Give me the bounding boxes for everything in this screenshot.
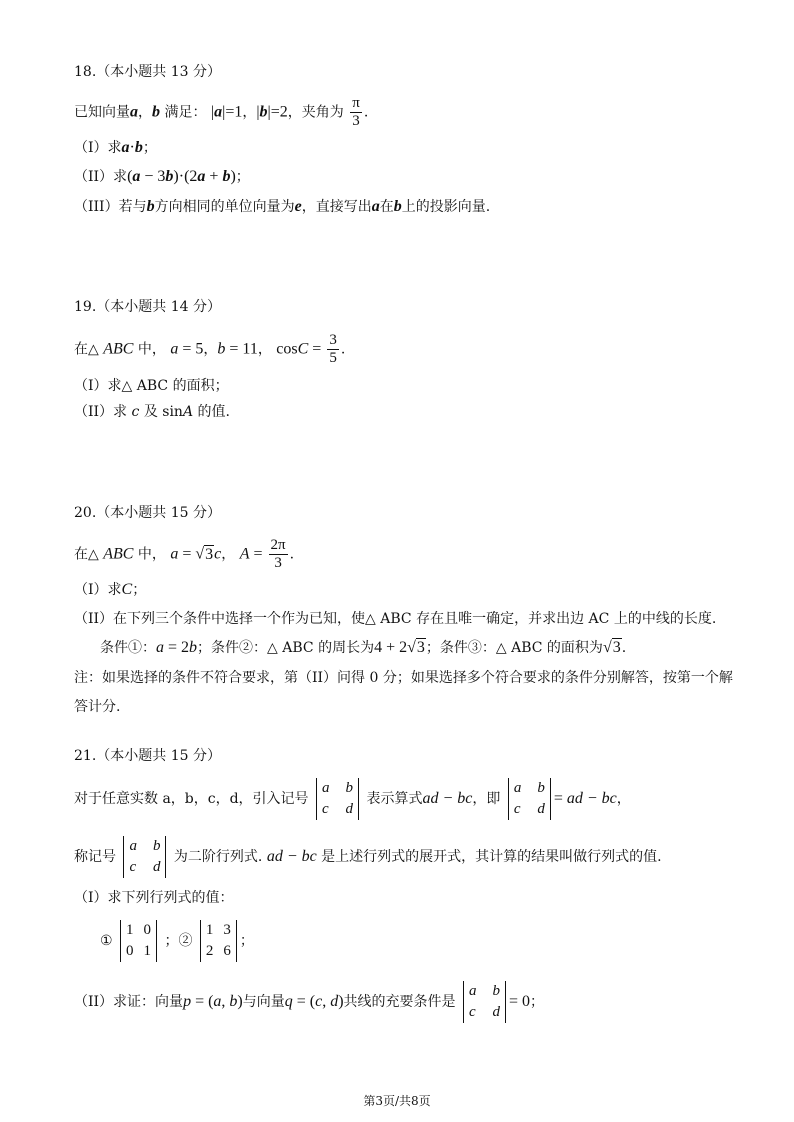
q20-conditions: 条件①：a = 2b；条件②：△ ABC 的周长为4 + 2√3；条件③：△ ABC 的面积为√3. <box>100 639 627 656</box>
q21-header: 21.（本小题共 15 分） <box>74 748 221 764</box>
q20-header: 20.（本小题共 15 分） <box>74 505 221 521</box>
q20-part2: （II）在下列三个条件中选择一个作为已知，使△ ABC 存在且唯一确定，并求出边 AC 上的中线的长度. <box>74 611 717 627</box>
q21-line1: 对于任意实数 a，b，c，d，引入记号 a b c d 表示算式ad − bc，即 a b c d = ad − bc， <box>74 778 631 820</box>
determinant-abcd: a b c d <box>316 778 359 820</box>
q21-part1-items: ① 1 0 0 1 ；② 1 3 2 6 ； <box>100 920 254 962</box>
page-footer: 第3页/共8页 <box>363 1094 431 1108</box>
determinant-abcd: a b c d <box>463 981 506 1023</box>
q21-part2: （II）求证：向量p = (a, b)与向量q = (c, d)共线的充要条件是 a b c d = 0； <box>74 981 544 1023</box>
determinant-abcd: a b c d <box>508 778 551 820</box>
q20-part1: （I）求C； <box>74 581 147 598</box>
q20-note-line1: 注：如果选择的条件不符合要求，第（II）问得 0 分；如果选择多个符合要求的条件分别解答，按第一个解 <box>74 670 733 686</box>
q18-part1: （I）求a·b； <box>74 139 157 156</box>
q18-part3: （III）若与b方向相同的单位向量为e，直接写出a在b上的投影向量. <box>74 198 491 215</box>
determinant-1: 1 0 0 1 <box>120 920 157 962</box>
q21-part1: （I）求下列行列式的值： <box>74 890 234 906</box>
determinant-2: 1 3 2 6 <box>200 920 237 962</box>
q20-note-line2: 答计分. <box>74 699 121 715</box>
q19-cos-fraction: $\frac{3}{5}$ <box>329 332 337 366</box>
q19-header: 19.（本小题共 14 分） <box>74 299 221 315</box>
q20-intro: 在△ ABC 中， a = √3c， A = $\frac{2\pi}{3}$ . <box>74 537 295 571</box>
q19-part1: （I）求△ ABC 的面积； <box>74 378 229 394</box>
q20-angle-fraction: $\frac{2\pi}{3}$ <box>270 537 286 571</box>
q19-intro: 在△ ABC 中， a = 5，b = 11， cosC = $\frac{3}{5}$ . <box>74 332 346 366</box>
determinant-abcd: a b c d <box>123 836 166 878</box>
q19-part2: （II）求 c 及 sinA 的值. <box>74 404 230 420</box>
q21-line2: 称记号 a b c d 为二阶行列式. ad − bc 是上述行列式的展开式，其计算的结果叫做行列式的值. <box>74 836 662 878</box>
q18-intro: 已知向量a，b 满足： |a|=1，|b|=2，夹角为 $\frac{\pi}{3}$ . <box>74 95 369 129</box>
q18-part2: （II）求(a − 3b)·(2a + b)； <box>74 168 250 185</box>
q18-header: 18.（本小题共 13 分） <box>74 64 221 80</box>
q18-angle-fraction: $\frac{\pi}{3}$ <box>352 95 360 129</box>
